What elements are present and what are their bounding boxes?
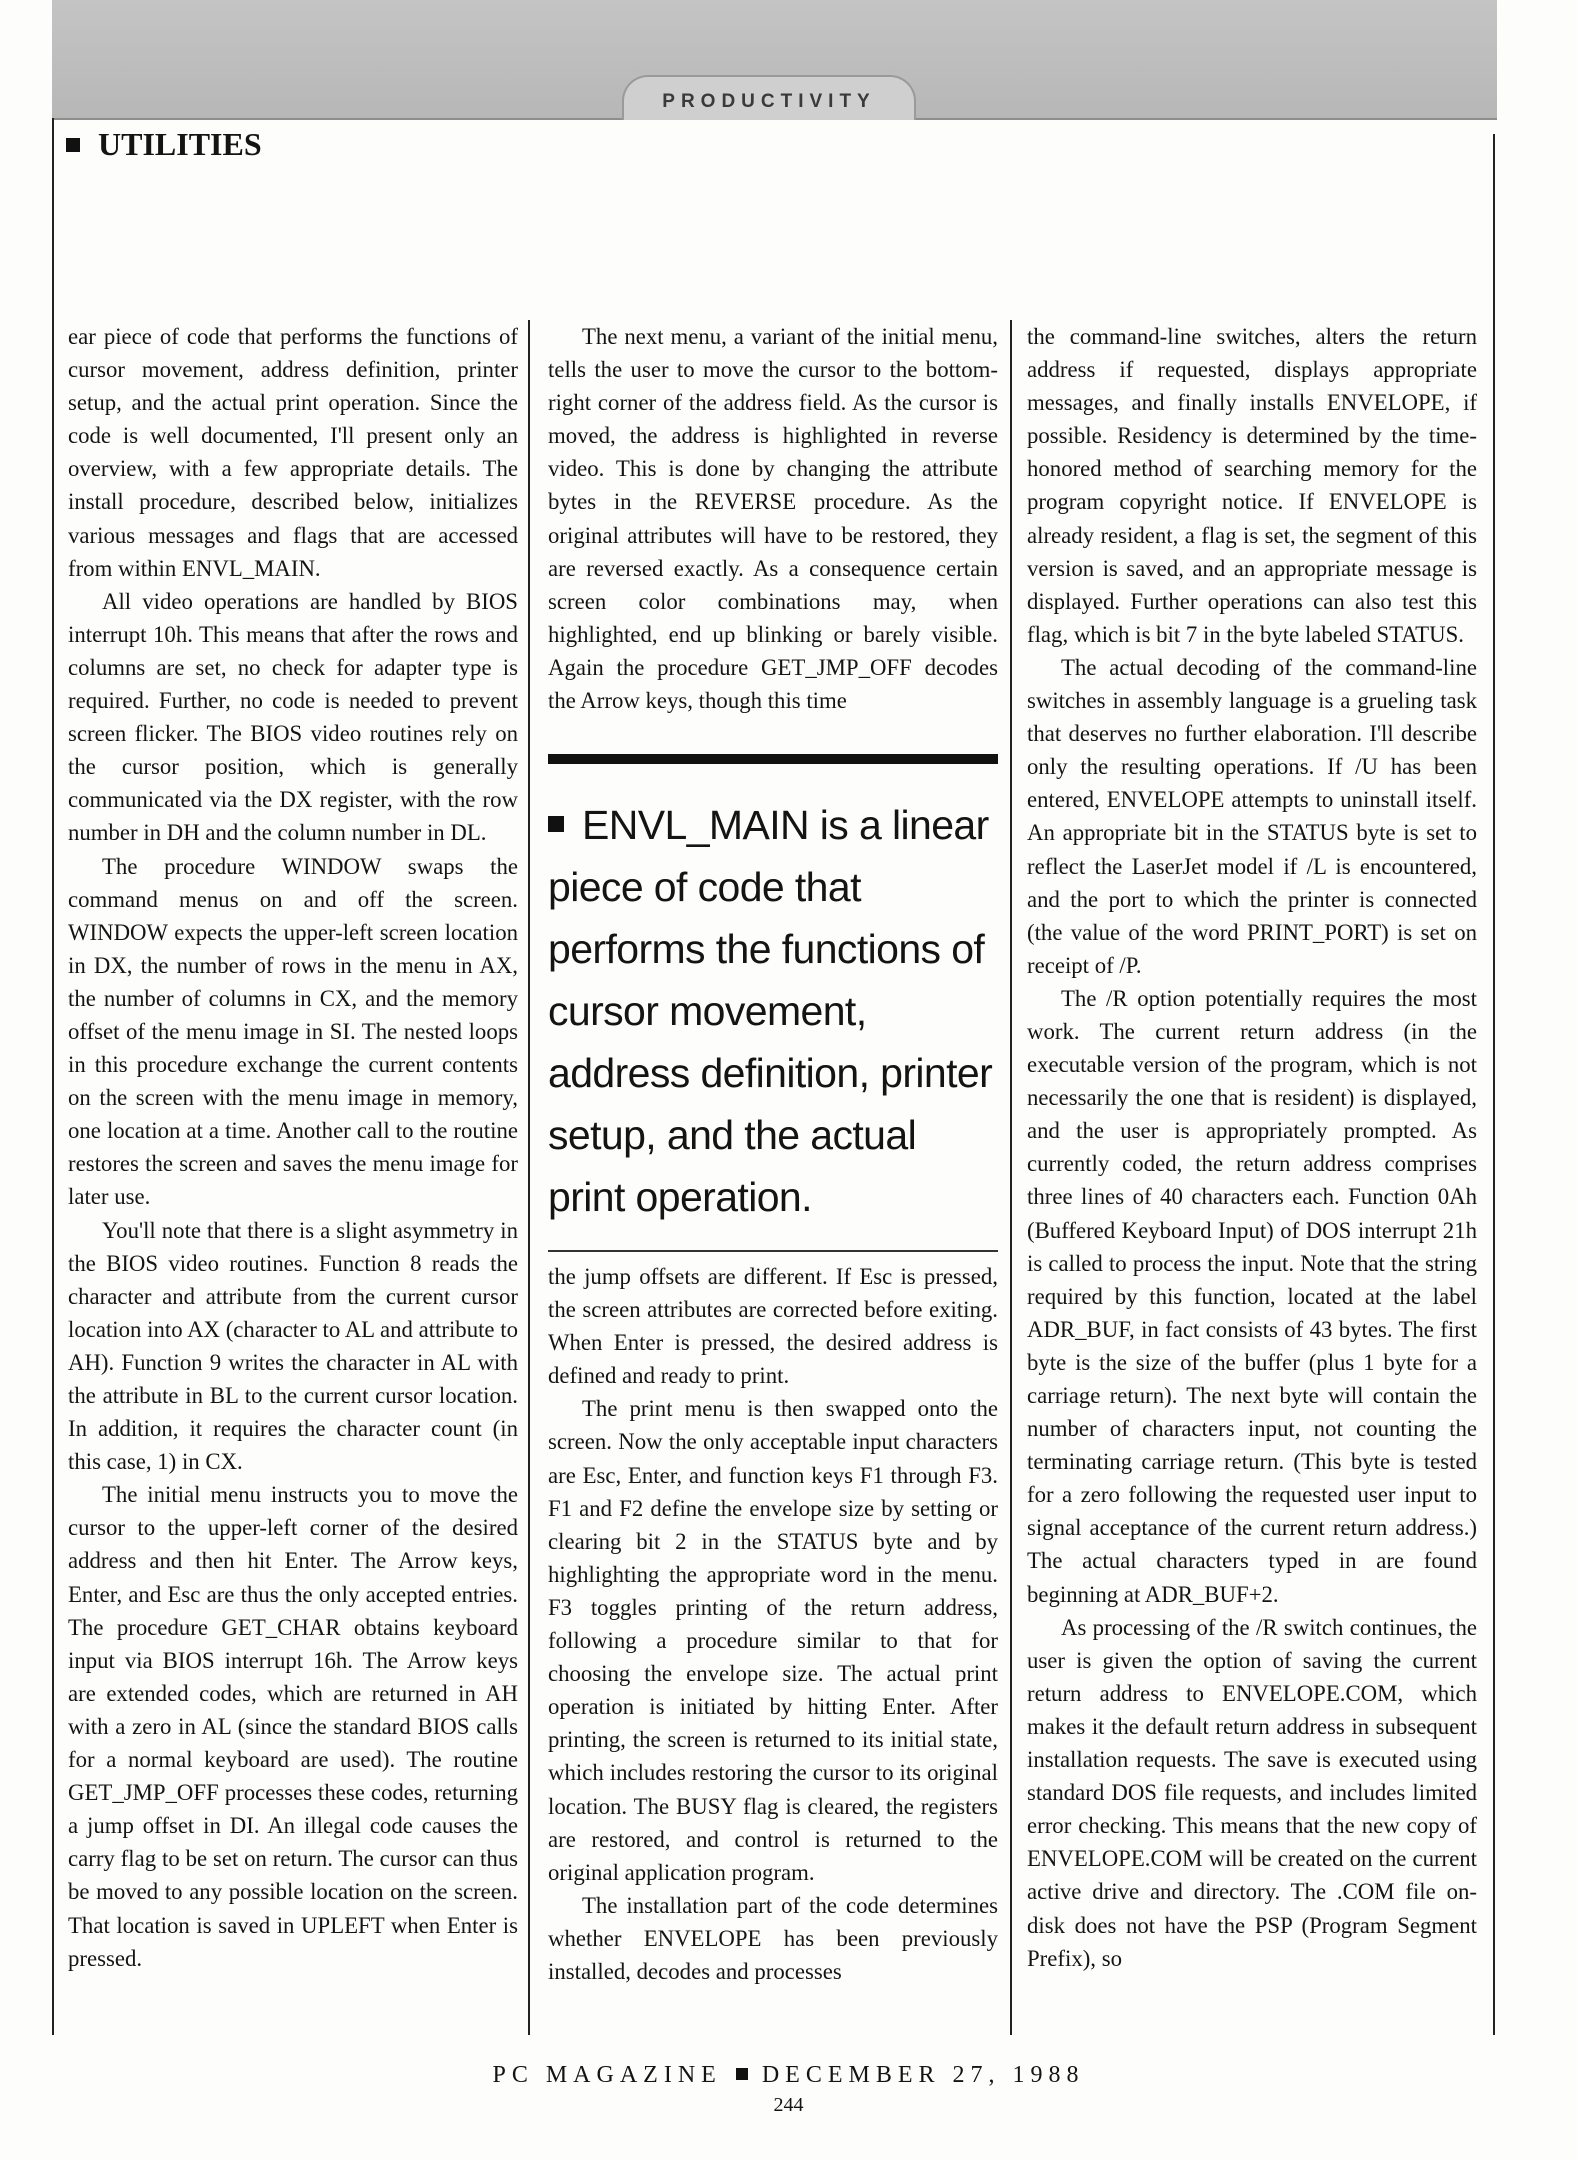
pull-quote-text: ENVL_MAIN is a linear piece of code that performs the functions of cursor movement, address definition, printer setup, and the actual print operation.: [548, 802, 993, 1220]
column-2-continuation: [548, 1260, 998, 1988]
square-bullet-icon: [66, 138, 80, 152]
paragraph: the command-line switches, alters the return address if requested, displays appropriate messages, and finally installs ENVELOPE, if possible. Residency is determined by the time-honored method of searching memory for the program copyright notice. If ENVELOPE is already resident, a flag is set, the segment of this version is saved, and an appropriate message is displayed. Further operations can also test this flag, which is bit 7 in the byte labeled STATUS.: [1027, 324, 1477, 647]
left-margin-rule: [52, 118, 54, 2035]
section-label: PRODUCTIVITY: [622, 75, 916, 120]
paragraph: The initial menu instructs you to move the cursor to the upper-left corner of the desired address and then hit Enter. The Arrow keys, Enter, and Esc are thus the only accepted entries. The procedure GET_CHAR obtains keyboard input via BIOS interrupt 16h. The Arrow keys are extended codes, which are returned in AH with a zero in AL (since the standard BIOS calls for a normal keyboard are used). The routine GET_JMP_OFF processes these codes, returning a jump offset in DI. An illegal code causes the carry flag to be set on return. The cursor can thus be moved to any possible location on the screen. That location is saved in UPLEFT when Enter is pressed.: [68, 1482, 518, 1971]
pull-quote-rule: [548, 1250, 998, 1252]
page-footer: [0, 2062, 1577, 2089]
magazine-name: PC MAGAZINE: [492, 2062, 722, 2088]
right-margin-rule: [1493, 134, 1495, 2035]
column-divider-2: [1010, 320, 1012, 2035]
column-divider-1: [528, 320, 530, 2035]
page-number: 244: [773, 2094, 804, 2116]
paragraph: All video operations are handled by BIOS interrupt 10h. This means that after the rows and columns are set, no check for adapter type is required. Further, no code is needed to prevent screen flicker. The BIOS video routines rely on the cursor position, which is generally communicated via the DX register, with the row number in DH and the column number in DL.: [68, 588, 518, 846]
paragraph: the jump offsets are different. If Esc is pressed, the screen attributes are corrected before exiting. When Enter is pressed, the desired address is defined and ready to print.: [548, 1264, 998, 1389]
paragraph: You'll note that there is a slight asymmetry in the BIOS video routines. Function 8 reads the character and attribute from the current cursor location into AX (character to AL and attribute to AH). Function 9 writes the character in AL with the attribute in BL to the current cursor location. In addition, it requires the character count (in this case, 1) in CX.: [68, 1217, 518, 1475]
square-bullet-icon: [736, 2068, 748, 2080]
paragraph: As processing of the /R switch continues, the user is given the option of saving the current return address to ENVELOPE.COM, which makes it the default return address in subsequent installation requests. The save is executed using standard DOS file requests, and includes limited error checking. This means that the new copy of ENVELOPE.COM will be created on the current active drive and directory. The .COM file on-disk does not have the PSP (Program Segment Prefix), so: [1027, 1614, 1477, 1971]
paragraph: The next menu, a variant of the initial menu, tells the user to move the cursor to the bottom-right corner of the address field. As the cursor is moved, the address is highlighted in reverse video. This is done by changing the attribute bytes in the REVERSE procedure. As the original attributes will have to be restored, they are reversed exactly. As a consequence certain screen color combinations may, when highlighted, end up blinking or barely visible. Again the procedure GET_JMP_OFF decodes the Arrow keys, though this time: [548, 324, 998, 714]
department-label: UTILITIES: [98, 126, 262, 162]
paragraph: The /R option potentially requires the most work. The current return address (in the executable version of the program, which is not necessarily the one that is resident) is displayed, and the user is appropriately prompted. As currently coded, the return address comprises three lines of 40 characters each. Function 0Ah (Buffered Keyboard Input) of DOS interrupt 21h is called to process the input. Note that the string required by this function, located at the label ADR_BUF, in fact consists of 43 bytes. The first byte is the size of the buffer (plus 1 byte for a carriage return). The next byte will contain the number of characters input, not counting the terminating carriage return. (This byte is tested for a zero following the requested user input to signal acceptance of the current return address.) The actual characters typed in are found beginning at ADR_BUF+2.: [1027, 985, 1477, 1607]
issue-date: DECEMBER 27, 1988: [761, 2062, 1085, 2088]
pull-quote: [548, 754, 998, 1228]
paragraph: ear piece of code that performs the functions of cursor movement, address definition, printer setup, and the actual print operation. Since the code is well documented, I'll present only an overview, with a few appropriate details. The install procedure, described below, initializes various messages and flags that are accessed from within ENVL_MAIN.: [68, 324, 518, 581]
paragraph: The print menu is then swapped onto the screen. Now the only acceptable input characters are Esc, Enter, and function keys F1 through F3. F1 and F2 define the envelope size by setting or clearing bit 2 in the STATUS byte and by highlighting the appropriate word in the menu. F3 toggles printing of the return address, following a procedure similar to that for choosing the envelope size. The actual print operation is initiated by hitting Enter. After printing, the screen is returned to its initial state, which includes restoring the cursor to its original location. The BUSY flag is cleared, the registers are restored, and control is returned to the original application program.: [548, 1396, 998, 1885]
square-bullet-icon: [548, 816, 564, 832]
paragraph: The procedure WINDOW swaps the command menus on and off the screen. WINDOW expects the upper-left screen location in DX, the number of rows in the menu in AX, the number of columns in CX, and the memory offset of the menu image in SI. The nested loops in this procedure exchange the current contents on the screen with the menu image in memory, one location at a time. Another call to the routine restores the screen and saves the menu image for later use.: [68, 853, 518, 1210]
department-heading: [52, 126, 262, 163]
article-column-1: [68, 320, 518, 1975]
article-column-3: [1027, 320, 1477, 1975]
paragraph: The actual decoding of the command-line switches in assembly language is a grueling task that deserves no further elaboration. I'll describe only the resulting operations. If /U has been entered, ENVELOPE attempts to uninstall itself. An appropriate bit in the STATUS byte is set to reflect the LaserJet model if /L is encountered, and the port to which the printer is connected (the value of the word PRINT_PORT) is set on receipt of /P.: [1027, 654, 1477, 978]
paragraph: The installation part of the code determines whether ENVELOPE has been previously installed, decodes and processes: [548, 1892, 998, 1984]
